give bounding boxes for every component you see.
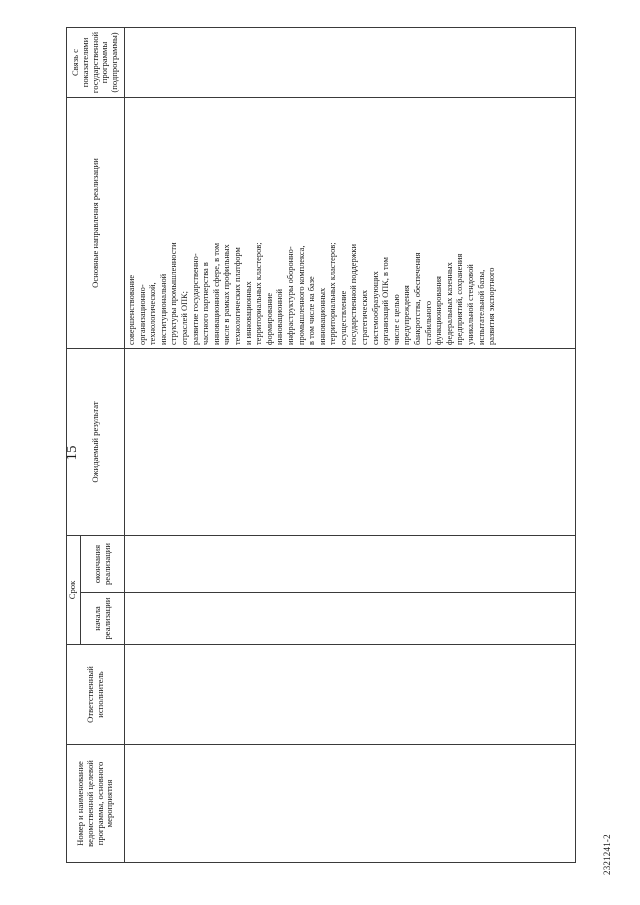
header-term-end: окончания реализации <box>81 535 125 592</box>
cell-term-start <box>125 593 576 645</box>
cell-responsible <box>125 645 576 745</box>
direction-line: стратегических <box>360 289 370 345</box>
cell-program-name <box>125 745 576 863</box>
direction-line: развития экспортного <box>487 267 497 345</box>
direction-line: организаций ОПК, в том <box>381 257 391 345</box>
header-expected-result: Ожидаемый результат <box>67 348 125 535</box>
direction-line: стабильного <box>423 300 433 345</box>
direction-line: промышленного комплекса, <box>296 245 306 345</box>
header-term-start: начала реализации <box>81 593 125 645</box>
direction-line: осуществление <box>338 290 348 345</box>
header-row-top <box>67 27 81 862</box>
direction-line: государственной поддержки <box>349 244 359 345</box>
direction-line: частного партнерства в <box>201 262 211 345</box>
direction-line: инфраструктуры оборонно- <box>285 246 295 345</box>
cell-directions <box>125 97 576 348</box>
direction-line: развитие государственно- <box>190 253 200 345</box>
directions-text <box>127 100 498 345</box>
document-code: 2321241-2 <box>602 834 612 875</box>
direction-line: институциональной <box>158 273 168 345</box>
page-number: 15 <box>64 445 80 461</box>
header-program-name: Номер и наименование ведомственной целевой программы, основного мероприятия <box>67 745 125 863</box>
direction-line: предприятий, сохранения <box>455 253 465 345</box>
direction-line: структуры промышленности <box>169 242 179 345</box>
header-indicators-link: Связь с показателями государственной программы (подпрограммы) <box>67 27 125 97</box>
direction-line: испытательной базы, <box>476 269 486 345</box>
header-directions: Основные направления реализации <box>67 97 125 348</box>
direction-line: организационно- <box>137 284 147 345</box>
program-table <box>66 27 576 863</box>
direction-line: и инновационных <box>243 281 253 345</box>
direction-line: в том числе на базе <box>307 276 317 345</box>
direction-line: технологических платформ <box>232 247 242 345</box>
direction-line: предупреждения <box>402 285 412 345</box>
header-responsible: Ответственный исполнитель <box>67 645 125 745</box>
direction-line: функционирования <box>434 276 444 345</box>
direction-line: банкротства, обеспечения <box>413 252 423 345</box>
cell-term-end <box>125 535 576 592</box>
direction-line: технологической, <box>148 282 158 345</box>
cell-expected-result <box>125 348 576 535</box>
direction-line: инновационной сфере, в том <box>211 242 221 345</box>
direction-line: числе в рамках профильных <box>222 244 232 345</box>
direction-line: формирование <box>264 292 274 345</box>
direction-line: инновационных <box>317 287 327 345</box>
table-row <box>125 27 576 862</box>
direction-line: инновационной <box>275 289 285 345</box>
direction-line: совершенствование <box>127 274 136 345</box>
direction-line: территориальных кластеров; <box>254 242 264 345</box>
direction-line: системообразующих <box>370 271 380 345</box>
direction-line: отраслей ОПК; <box>179 291 189 345</box>
direction-line: уникальной стендовой <box>466 264 475 345</box>
header-term: Срок <box>67 535 81 644</box>
cell-indicators-link <box>125 27 576 97</box>
direction-line: числе с целью <box>391 294 401 345</box>
direction-line: федеральных казенных <box>444 262 454 345</box>
direction-line: территориальных кластеров; <box>328 242 338 345</box>
